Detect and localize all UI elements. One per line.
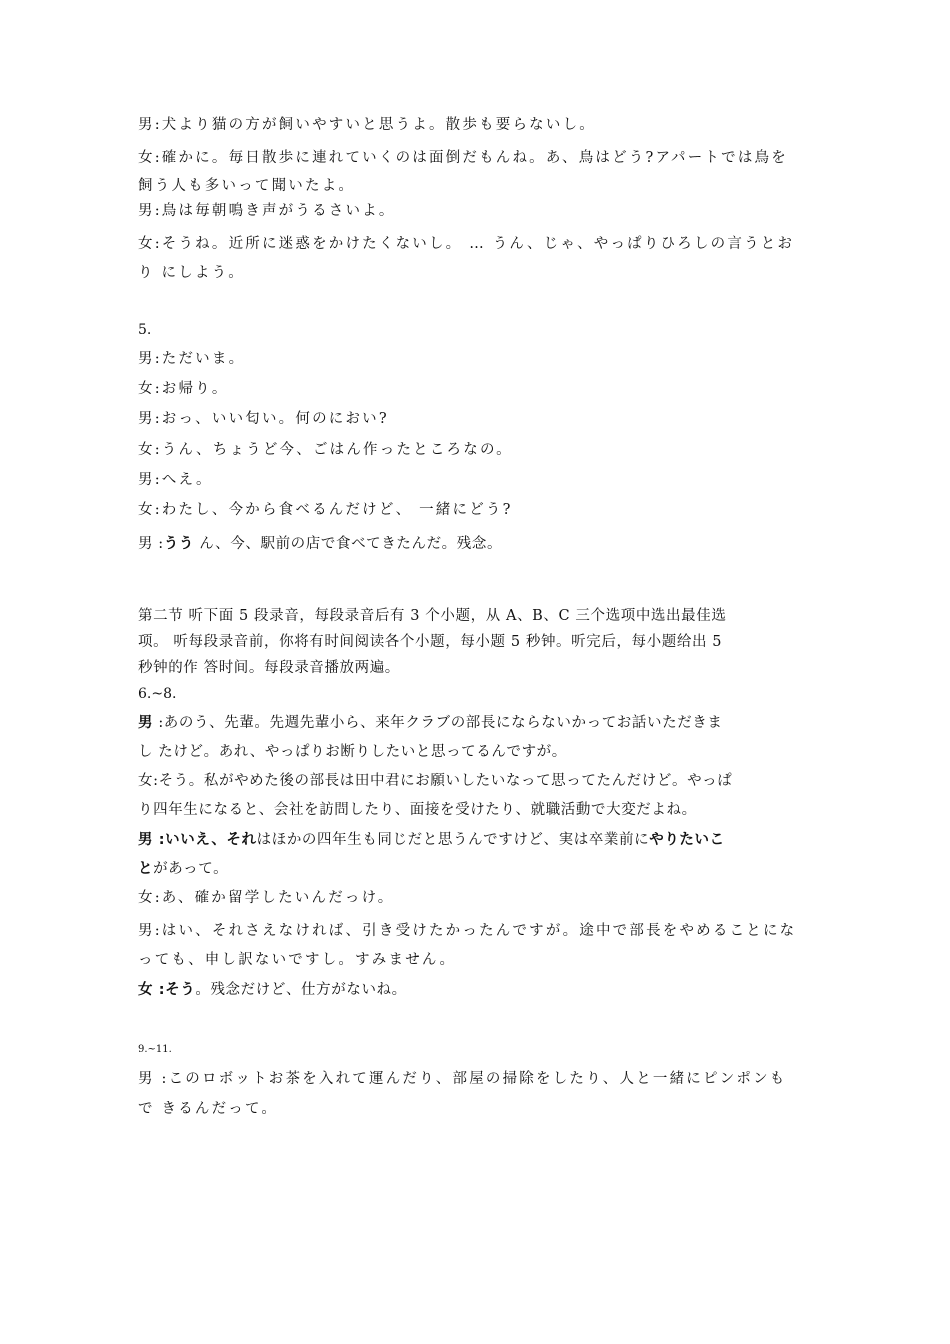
question-number: 5. — [138, 322, 152, 338]
line-text: があって。 — [153, 861, 229, 877]
line-text: :あのう、先輩。先週先輩小ら、来年クラブの部長にならないかってお話いただきま — [153, 715, 723, 731]
section-instruction: 秒钟的作 答时间。每段录音播放两遍。 — [138, 660, 400, 676]
speaker-label: 男 : — [138, 536, 164, 552]
line-text: ん、今、駅前の店で食べてきたんだ。残念。 — [194, 536, 503, 552]
dialogue-line: 女:確かに。毎日散歩に連れていくのは面倒だもんね。あ、鳥はどう?アパートでは鳥を — [138, 150, 788, 166]
dialogue-line: 男:犬より猫の方が飼いやすいと思うよ。散歩も要らないし。 — [138, 117, 596, 133]
emphasis-text: 男 :いいえ、それ — [138, 832, 257, 848]
dialogue-line: 男:鳥は毎朝鳴き声がうるさいよ。 — [138, 203, 396, 219]
emphasis-text: と — [138, 861, 154, 877]
dialogue-line: 女:お帰り。 — [138, 381, 229, 397]
speaker-label: 男 — [138, 715, 154, 731]
emphasis-text: やりたいこ — [649, 832, 725, 848]
dialogue-line: 女:あ、確か留学したいんだっけ。 — [138, 890, 395, 906]
speaker-label: 女 :そう — [138, 982, 196, 998]
dialogue-line: 男:へえ。 — [138, 472, 213, 488]
question-number: 9.~11. — [138, 1044, 172, 1055]
emphasis-text: うう — [163, 536, 194, 552]
dialogue-line: り にしよう。 — [138, 265, 246, 281]
dialogue-line: っても、申し訳ないですし。すみません。 — [138, 952, 457, 968]
dialogue-line: 飼う人も多いって聞いたよ。 — [138, 178, 356, 194]
dialogue-line: り四年生になると、会社を訪問したり、面接を受けたり、就職活動で大変だよね。 — [138, 802, 697, 818]
dialogue-line: 男 :このロボットお茶を入れて運んだり、部屋の掃除をしたり、人と一緒にピンポンも — [138, 1071, 787, 1087]
dialogue-line: 女:そう。私がやめた後の部長は田中君にお願いしたいなって思ってたんだけど。やっぱ — [138, 773, 733, 789]
question-number: 6.~8. — [138, 686, 177, 702]
section-instruction: 项。 听每段录音前，你将有时间阅读各个小题，每小题 5 秒钟。听完后，每小题给出 5 — [138, 634, 723, 650]
dialogue-line: し たけど。あれ、やっぱりお断りしたいと思ってるんですが。 — [138, 744, 567, 760]
line-text: 。残念だけど、仕方がないね。 — [195, 982, 407, 998]
dialogue-line: 男:おっ、いい匂い。何のにおい? — [138, 411, 389, 427]
section-instruction: 第二节 听下面 5 段录音，每段录音后有 3 个小题，从 A、B、C 三个选项中选出最佳选 — [138, 608, 727, 624]
dialogue-line: 女:そうね。近所に迷惑をかけたくないし。 … うん、じゃ、やっぱりひろしの言うとお — [138, 236, 795, 252]
dialogue-line — [138, 980, 818, 1000]
dialogue-line — [138, 713, 818, 733]
dialogue-line — [138, 830, 818, 850]
dialogue-line: 女:うん、ちょうど今、ごはん作ったところなの。 — [138, 442, 513, 458]
dialogue-line: 男:ただいま。 — [138, 351, 246, 367]
dialogue-line — [138, 534, 818, 554]
dialogue-line: 男:はい、それさえなければ、引き受けたかったんですが。途中で部長をやめることにな — [138, 923, 797, 939]
dialogue-line — [138, 859, 818, 879]
dialogue-line: で きるんだって。 — [138, 1101, 279, 1117]
dialogue-line: 女:わたし、今から食べるんだけど、 一緒にどう? — [138, 502, 513, 518]
line-text: はほかの四年生も同じだと思うんですけど、実は卒業前に — [256, 832, 650, 848]
